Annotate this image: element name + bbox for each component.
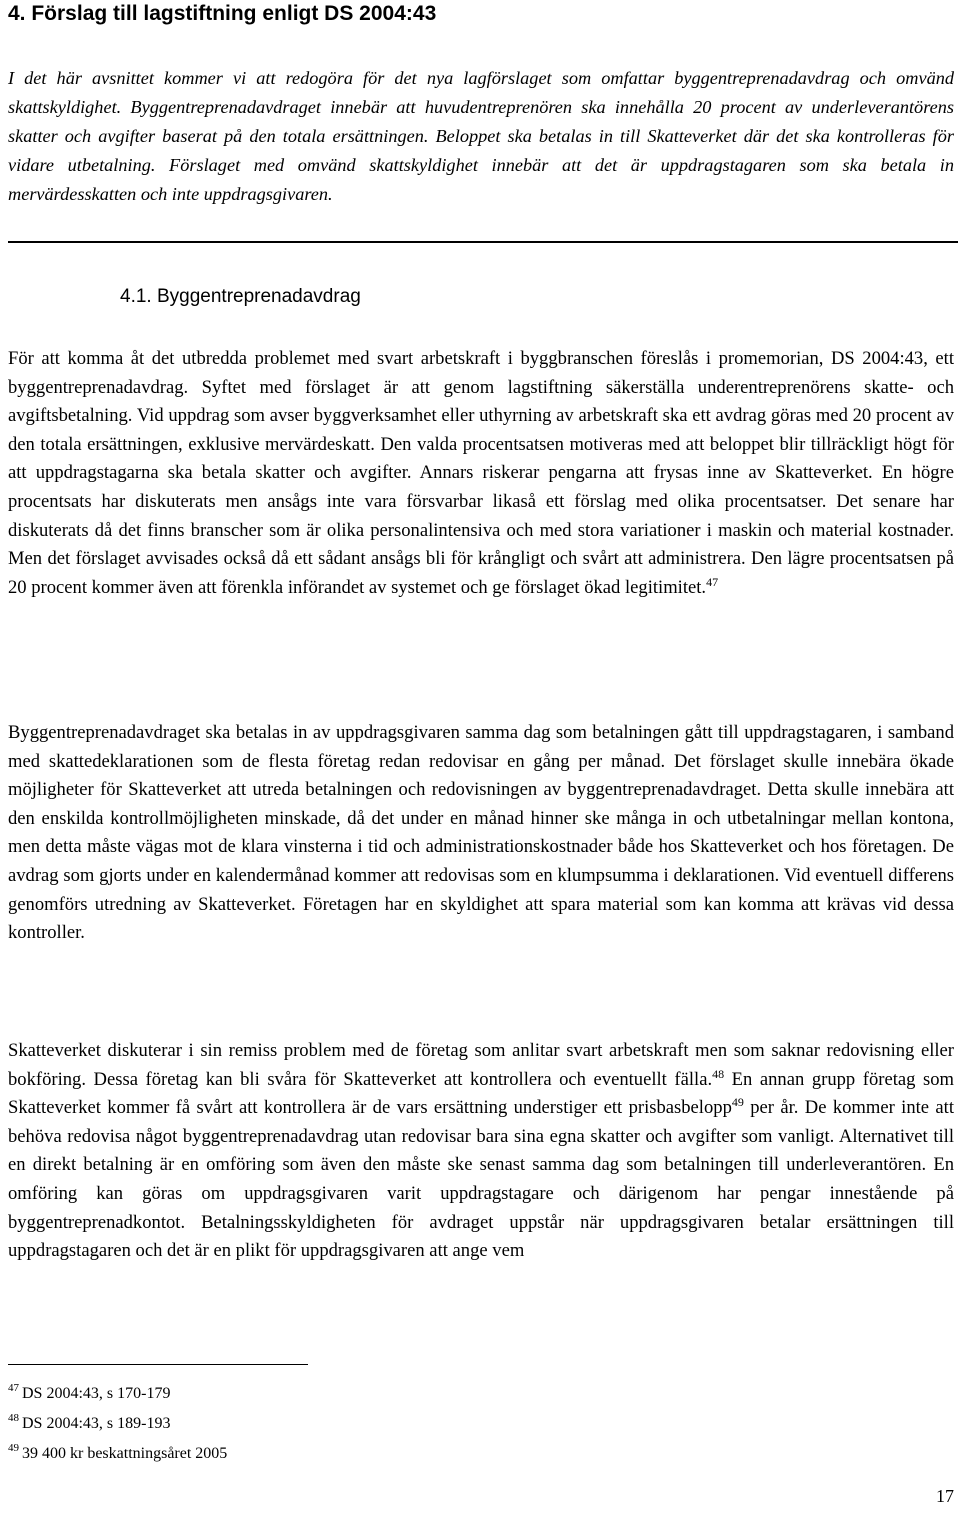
footnote-number: 48: [8, 1412, 19, 1424]
footnote-ref-49: 49: [731, 1095, 744, 1110]
paragraph-text: En annan grupp företag som Skatteverket kommer få svårt att kontrollera är de vars ersättning understiger ett prisbasbelopp: [8, 1068, 954, 1119]
section-heading: 4. Förslag till lagstiftning enligt DS 2004:43: [8, 2, 437, 25]
footnote-text: DS 2004:43, s 170-179: [22, 1385, 171, 1402]
paragraph-text: För att komma åt det utbredda problemet med svart arbetskraft i byggbranschen föreslås i promemorian, DS 2004:43, ett byggentreprenadavdrag. Syftet med förslaget är att genom lagstiftning säkerställa underentreprenörens skatte- och avgiftsbetalning. Vid uppdrag som avser byggverksamhet eller uthyrning av arbetskraft ska ett avdrag göras med 20 procent av den totala ersättningen, exklusive mervärdeskatt. Den valda procentsatsen motiveras med att beloppet blir tillräckligt högt för att uppdragstagarna ska betala skatter och avgifter. Annars riskerar pengarna att frysas inne av Skatteverket. En högre procentsats har diskuterats men ansågs inte vara försvarbar likaså ett förslag med olika procentsatser. Det senare har diskuterats då det finns branscher som är olika personalintensiva och med stora variationer i maskin och material kostnader. Men det förslaget avvisades också då ett sådant ansågs bli för krångligt och svårt att administrera. Den lägre procentsatsen på 20 procent kommer även att förenkla införandet av systemet och ge förslaget ökad legitimitet.: [8, 348, 954, 598]
footnote-ref-47: 47: [706, 574, 719, 589]
footnote: [8, 1406, 508, 1436]
footnote-text: DS 2004:43, s 189-193: [22, 1415, 171, 1432]
paragraph-text: per år. De kommer inte att behöva redovisa något byggentreprenadavdrag utan redovisar bara sina egna skatter och avgifter som vanligt. Alternativet till en direkt betalning är en omföring som även den måste ske senast samma dag som betalningen till underleverantören. En omföring kan göras om uppdragsgivaren varit uppdragstagare och därigenom har pengar innestående på byggentreprenadkontot. Betalningsskyldigheten för avdraget uppstår när uppdragsgivaren betalar ersättningen till uppdragstagaren och det är en plikt för uppdragsgivaren att ange vem: [8, 1097, 955, 1262]
footnote-text: 39 400 kr beskattningsåret 2005: [22, 1445, 228, 1462]
body-paragraph-3: [8, 1037, 954, 1266]
footnote-number: 49: [8, 1442, 19, 1454]
paragraph-text: Skatteverket diskuterar i sin remiss problem med de företag som anlitar svart arbetskraft men som saknar redovisning eller bokföring. Dessa företag kan bli svåra för Skatteverket att kontrollera och eventuellt fälla.: [8, 1040, 954, 1090]
footnote: [8, 1376, 508, 1406]
footnote-divider: [8, 1364, 308, 1365]
page-number: 17: [936, 1486, 954, 1506]
footnote: [8, 1436, 508, 1466]
body-paragraph-1: [8, 345, 954, 602]
subsection-heading: 4.1. Byggentreprenadavdrag: [120, 286, 361, 307]
section-intro: I det här avsnittet kommer vi att redogöra för det nya lagförslaget som omfattar byggentreprenadavdrag och omvänd skattskyldighet. Byggentreprenadavdraget innebär att huvudentreprenören ska innehålla 20 procent av underleverantörens skatter och avgifter baserat på den totala ersättningen. Beloppet ska betalas in till Skatteverket där det ska kontrolleras för vidare utbetalning. Förslaget med omvänd skattskyldighet innebär att det är uppdragstagaren som ska betala in mervärdesskatten och inte uppdragsgivaren.: [8, 68, 954, 205]
footnote-ref-48: 48: [712, 1066, 725, 1081]
body-paragraph-2: Byggentreprenadavdraget ska betalas in av uppdragsgivaren samma dag som betalningen gått till uppdragstagaren, i samband med skattedeklarationen som de flesta företag redan redovisar en gång per månad. Det förslaget skulle innebära ökade möjligheter för Skatteverket att utreda betalningen och redovisningen av byggentreprenadavdraget. Detta skulle innebära att den enskilda kontrollmöjligheten minskade, då det under en månad hinner ske många in och utbetalningar mellan kontona, men detta måste vägas mot de klara vinsterna i tid och administrationskostnader både hos Skatteverket och hos företagen. De avdrag som gjorts under en kalendermånad kommer att redovisas som en klumpsumma i deklarationen. Vid eventuell differens genomförs utredning av Skatteverket. Företagen har en skyldighet att spara material som kan komma att krävas vid dessa kontroller.: [8, 722, 954, 944]
footnote-list: [8, 1376, 508, 1466]
footnote-number: 47: [8, 1382, 19, 1394]
intro-divider: [8, 241, 958, 243]
